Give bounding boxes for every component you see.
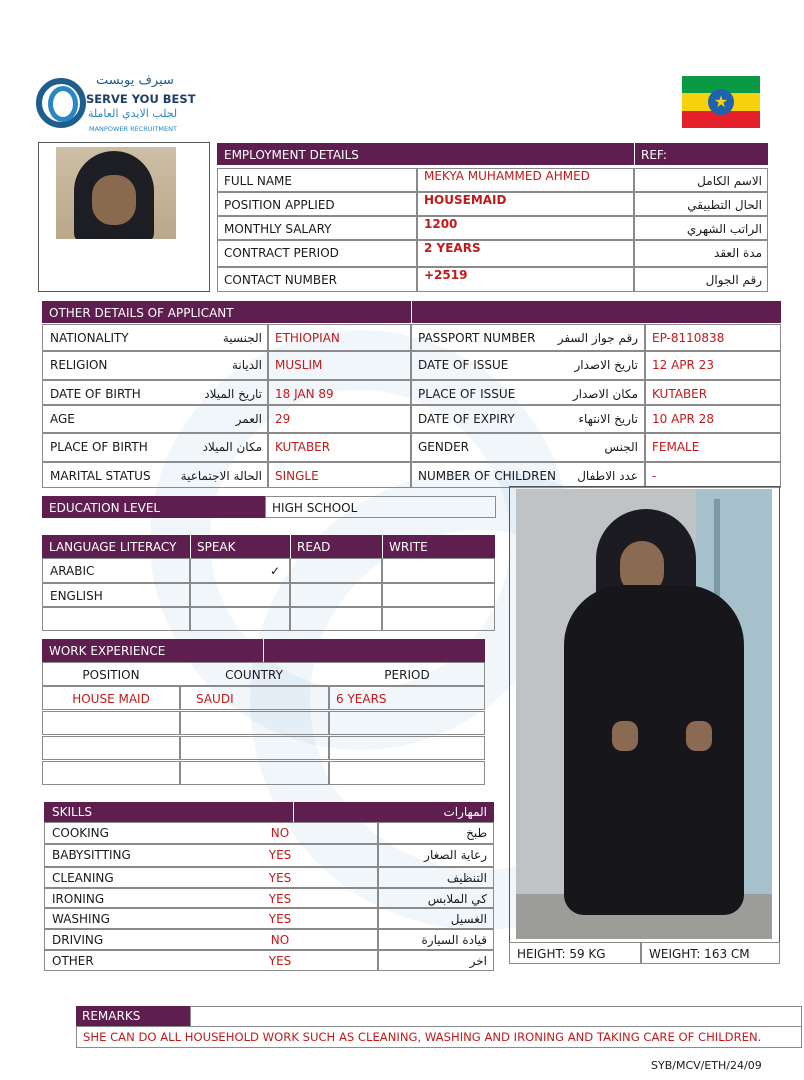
employment-label: MONTHLY SALARY xyxy=(224,222,332,236)
work-cell xyxy=(180,711,329,735)
employment-value: 2 YEARS xyxy=(424,241,481,255)
work-cell xyxy=(180,736,329,760)
work-period: 6 YEARS xyxy=(336,692,387,706)
skill-cell xyxy=(44,950,378,971)
other-right-label: PLACE OF ISSUE xyxy=(418,387,516,401)
work-cell xyxy=(42,711,180,735)
education-value: HIGH SCHOOL xyxy=(272,501,358,515)
other-right-value: - xyxy=(652,469,657,483)
employment-header: EMPLOYMENT DETAILS xyxy=(217,143,634,165)
skill-name: CLEANING xyxy=(52,871,114,885)
skill-value: YES xyxy=(268,912,292,926)
country-column-header: COUNTRY xyxy=(225,668,283,682)
language-cell xyxy=(190,583,290,607)
other-left-arabic: تاريخ الميلاد xyxy=(204,387,262,401)
other-left-value: KUTABER xyxy=(275,440,331,454)
write-header-label: WRITE xyxy=(389,540,428,554)
language-cell xyxy=(382,607,495,631)
other-left-label: AGE xyxy=(50,412,75,426)
other-right-value: 10 APR 28 xyxy=(652,412,714,426)
skill-name: WASHING xyxy=(52,912,110,926)
language-check: ✓ xyxy=(270,564,281,578)
skill-arabic: كي الملابس xyxy=(427,892,487,906)
other-right-label: GENDER xyxy=(418,440,470,454)
other-details-header: OTHER DETAILS OF APPLICANT xyxy=(42,301,411,323)
other-left-value: SINGLE xyxy=(275,469,319,483)
skill-name: COOKING xyxy=(52,826,109,840)
language-literacy-header-label: LANGUAGE LITERACY xyxy=(49,540,177,554)
remarks-text-cell xyxy=(76,1026,802,1048)
work-cell xyxy=(42,736,180,760)
height-value: HEIGHT: 59 KG xyxy=(517,947,606,961)
language-name: ENGLISH xyxy=(50,589,103,603)
employment-arabic-label: مدة العقد xyxy=(714,246,762,260)
skill-value: NO xyxy=(270,826,290,840)
skill-value: YES xyxy=(268,871,292,885)
language-cell xyxy=(290,607,382,631)
logo-arabic-name: سيرف يوبست xyxy=(96,73,174,88)
work-position: HOUSE MAID xyxy=(72,692,150,706)
skill-name: OTHER xyxy=(52,954,94,968)
employment-value: 1200 xyxy=(424,217,458,231)
other-right-label: DATE OF EXPIRY xyxy=(418,412,515,426)
other-right-label: NUMBER OF CHILDREN xyxy=(418,469,557,483)
weight-cell xyxy=(641,942,780,964)
work-country: SAUDI xyxy=(196,692,234,706)
skill-name: BABYSITTING xyxy=(52,848,131,862)
other-left-label: DATE OF BIRTH xyxy=(50,387,141,401)
period-column-header: PERIOD xyxy=(384,668,430,682)
language-cell xyxy=(382,558,495,583)
skill-arabic: اخر xyxy=(469,954,487,968)
other-right-arabic: تاريخ الانتهاء xyxy=(578,412,638,426)
skills-arabic-title: المهارات xyxy=(443,805,487,819)
language-cell xyxy=(42,607,190,631)
other-right-value: 12 APR 23 xyxy=(652,358,714,372)
other-left-arabic: الجنسية xyxy=(222,331,262,345)
footer-code: SYB/MCV/ETH/24/09 xyxy=(651,1059,762,1072)
employment-value: +2519 xyxy=(424,268,468,282)
other-left-arabic: العمر xyxy=(235,412,262,426)
logo-sub: MANPOWER RECRUITMENT xyxy=(89,125,177,133)
employment-arabic-label: الراتب الشهري xyxy=(686,222,762,236)
flag-star-icon: ★ xyxy=(708,89,734,115)
logo-arabic-sub: لجلب الايدي العاملة xyxy=(88,107,178,120)
work-cell xyxy=(329,736,485,760)
skill-arabic: طبخ xyxy=(466,826,487,840)
other-left-value: ETHIOPIAN xyxy=(275,331,340,345)
other-right-value: KUTABER xyxy=(652,387,708,401)
other-right-arabic: مكان الاصدار xyxy=(572,387,638,401)
skills-title: SKILLS xyxy=(52,805,93,819)
skill-name: IRONING xyxy=(52,892,105,906)
other-left-label-cell xyxy=(42,405,268,433)
weight-value: WEIGHT: 163 CM xyxy=(649,947,750,961)
other-left-arabic: الديانة xyxy=(231,358,262,372)
other-left-value: 29 xyxy=(275,412,291,426)
work-cell xyxy=(329,711,485,735)
logo-name: SERVE YOU BEST xyxy=(86,92,196,106)
other-left-label: PLACE OF BIRTH xyxy=(50,440,148,454)
education-label: EDUCATION LEVEL xyxy=(42,496,265,518)
remarks-text: SHE CAN DO ALL HOUSEHOLD WORK SUCH AS CLEANING, WASHING AND IRONING AND TAKING CARE OF CHILDREN. xyxy=(83,1030,762,1044)
other-details-header-right xyxy=(412,301,781,323)
skill-name: DRIVING xyxy=(52,933,104,947)
other-left-label: NATIONALITY xyxy=(50,331,129,345)
other-left-value: 18 JAN 89 xyxy=(275,387,334,401)
applicant-small-photo xyxy=(56,147,176,239)
work-experience-title: WORK EXPERIENCE xyxy=(49,644,166,658)
ethiopia-flag xyxy=(682,76,760,128)
skill-value: YES xyxy=(268,892,292,906)
employment-label: CONTACT NUMBER xyxy=(224,273,337,287)
remarks-header: REMARKS xyxy=(76,1006,190,1026)
other-right-value-cell xyxy=(645,462,781,488)
skill-arabic: التنظيف xyxy=(446,871,487,885)
other-right-value: EP-8110838 xyxy=(652,331,725,345)
other-right-arabic: عدد الاطفال xyxy=(577,469,638,483)
read-header-label: READ xyxy=(297,540,331,554)
language-cell xyxy=(382,583,495,607)
skill-arabic: رعاية الصغار xyxy=(424,848,487,862)
other-right-label: DATE OF ISSUE xyxy=(418,358,509,372)
language-cell xyxy=(190,607,290,631)
employment-value: MEKYA MUHAMMED AHMED xyxy=(424,169,590,183)
education-value-cell xyxy=(265,496,496,518)
skill-value: YES xyxy=(268,848,292,862)
skill-arabic: الغسيل xyxy=(450,912,487,926)
other-left-value: MUSLIM xyxy=(275,358,323,372)
work-experience-header-right xyxy=(264,639,485,662)
other-left-arabic: مكان الميلاد xyxy=(202,440,262,454)
remarks-header-row xyxy=(190,1006,802,1026)
employment-value: HOUSEMAID xyxy=(424,193,507,207)
employment-arabic-label: رقم الجوال xyxy=(705,273,762,287)
language-cell xyxy=(290,558,382,583)
skill-arabic: قيادة السيارة xyxy=(421,933,487,947)
other-left-label: MARITAL STATUS xyxy=(50,469,151,483)
other-left-arabic: الحالة الاجتماعية xyxy=(180,469,262,483)
work-cell xyxy=(329,761,485,785)
employment-label: POSITION APPLIED xyxy=(224,198,335,212)
language-cell xyxy=(290,583,382,607)
employment-label: FULL NAME xyxy=(224,174,292,188)
other-right-arabic: تاريخ الاصدار xyxy=(574,358,638,372)
language-name: ARABIC xyxy=(50,564,95,578)
speak-header-label: SPEAK xyxy=(197,540,236,554)
applicant-full-photo xyxy=(516,489,772,939)
company-logo xyxy=(36,73,196,134)
other-left-label: RELIGION xyxy=(50,358,108,372)
employment-label: CONTRACT PERIOD xyxy=(224,246,339,260)
skill-value: NO xyxy=(270,933,290,947)
height-cell xyxy=(509,942,641,964)
skill-value: YES xyxy=(268,954,292,968)
other-right-label: PASSPORT NUMBER xyxy=(418,331,536,345)
employment-arabic-label: الاسم الكامل xyxy=(697,174,762,188)
other-right-arabic: الجنس xyxy=(604,440,638,454)
other-right-arabic: رقم جواز السفر xyxy=(557,331,638,345)
work-cell xyxy=(42,761,180,785)
other-right-value: FEMALE xyxy=(652,440,700,454)
employment-arabic-label: الحال التطبيقي xyxy=(687,198,762,212)
work-cell xyxy=(180,761,329,785)
ref-header: REF: xyxy=(634,143,768,165)
position-column-header: POSITION xyxy=(82,668,140,682)
